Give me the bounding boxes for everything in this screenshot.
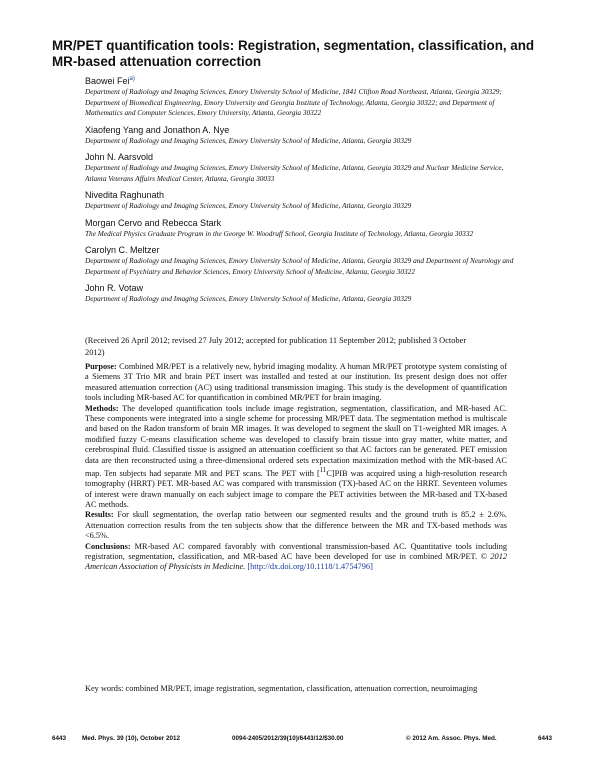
author-affiliation: Department of Radiology and Imaging Sciences, Emory University School of Medicine, Atlanta, Georgia 30329 and Department of Neurology and Department of Psychiatry and Behavior Sciences, Emory University School of Medicine, Atlanta, Georgia 30322 [85, 256, 514, 276]
author-affiliation: Department of Radiology and Imaging Sciences, Emory University School of Medicine, Atlanta, Georgia 30329 [85, 135, 412, 145]
author-block [85, 282, 515, 305]
keywords: Key words: combined MR/PET, image registration, segmentation, classification, attenuation correction, neuroimaging [85, 684, 478, 693]
author-affiliation: Department of Radiology and Imaging Sciences, Emory University School of Medicine, Atlanta, Georgia 30329 [85, 294, 412, 303]
author-name: Morgan Cervo and Rebecca Stark [85, 217, 222, 228]
page-number-left: 6443 [52, 735, 67, 742]
journal-reference: Med. Phys. 39 (10), October 2012 [82, 735, 180, 742]
article-code: 0094-2405/2012/39(10)/6443/12/$30.00 [232, 735, 344, 742]
copyright-notice: © 2012 American Association of Physicists in Medicine. [85, 552, 507, 572]
section-label: Methods: [85, 403, 119, 413]
author-block [85, 151, 515, 184]
author-name: Nivedita Raghunath [85, 190, 165, 200]
author-block [85, 244, 515, 277]
section-label: Conclusions: [85, 541, 131, 551]
footer-copyright: © 2012 Am. Assoc. Phys. Med. [406, 735, 497, 742]
author-affiliation: Department of Radiology and Imaging Sciences, Emory University School of Medicine, Atlanta, Georgia 30329 [85, 201, 412, 210]
author-name: Baowei Fei$^{a)}$ [85, 76, 135, 86]
abstract-purpose: Purpose: Combined MR/PET is a relatively new, hybrid imaging modality. A human MR/PET prototype system consisting of a Siemens 3T Trio MR and brain PET insert was installed and tested at our institution. Its present design does not offer measured attenuation correction (AC) using traditional transmission imaging. This study is the development of quantification tools including MR-based AC for quantification in combined MR/PET for brain imaging. [85, 362, 507, 403]
doi-link[interactable]: [http://dx.doi.org/10.1118/1.4754796] [247, 562, 373, 572]
author-name: Carolyn C. Meltzer [85, 245, 160, 255]
author-affiliation: Department of Radiology and Imaging Sciences, Emory University School of Medicine, 1841 Clifton Road Northeast, Atlanta, Georgia 30329; Department of Biomedical Engineering, Emory University and Georgia Institute of Technology, Atlanta, Georgia 30322; and Department of Mathematics and Computer Sciences, Emory University, Atlanta, Georgia 30322 [85, 87, 502, 117]
footnote-mark[interactable]: a) [129, 76, 135, 82]
page-number-right: 6443 [537, 735, 552, 742]
author-affiliation: The Medical Physics Graduate Program in the George W. Woodruff School, Georgia Institute of Technology, Atlanta, Georgia 30332 [85, 228, 474, 238]
abstract [85, 362, 507, 573]
section-label: Purpose: [85, 362, 117, 371]
received-dates: (Received 26 April 2012; revised 27 July 2012; accepted for publication 11 September 2012; published 3 October 2012) [85, 336, 467, 357]
author-block [85, 217, 515, 240]
author-list [85, 75, 515, 310]
author-name: John N. Aarsvold [85, 152, 154, 162]
author-name: John R. Votaw [85, 283, 144, 293]
author-affiliation: Department of Radiology and Imaging Sciences, Emory University School of Medicine, Atlanta, Georgia 30329 and Nuclear Medicine Service, Atlanta Veterans Affairs Medical Center, Atlanta, Georgia 30033 [85, 163, 504, 183]
author-block [85, 189, 515, 212]
abstract-methods: Methods: The developed quantification tools include image registration, segmentation, classification, and MR-based AC. These components were integrated into a single scheme for processing MR/PET data. The segmentation method is multiscale and based on the Radon transform of brain MR images. It was developed to segment the skull on T1-weighted MR images. A modified fuzzy C-means classification scheme was developed to classify brain tissue into gray matter, white matter, and cerebrospinal fluid. Classified tissue is assigned an attenuation coefficient so that AC factors can be generated. PET emission data are then reconstructed using a three-dimensional ordered sets expectation maximization method with the MR-based AC map. Ten subjects had separate MR and PET scans. The PET with [$^{11}$C]PIB was acquired using a high-resolution research tomography (HRRT) PET. MR-based AC was compared with transmission (TX)-based AC on the HRRT. Seventeen volumes of interest were drawn manually on each subject image to compare the PET activities between the MR-based and TX-based AC methods. [85, 403, 507, 510]
author-block [85, 75, 515, 119]
abstract-results: Results: For skull segmentation, the overlap ratio between our segmented results and the ground truth is 85.2 ± 2.6%. Attenuation correction results from the ten subjects show that the difference between the MR and TX-based methods was <6.5%. [85, 510, 507, 541]
section-label: Results: [85, 510, 114, 520]
author-name: Xiaofeng Yang and Jonathon A. Nye [85, 124, 230, 135]
author-block [85, 124, 515, 147]
paper-title: MR/PET quantification tools: Registration, segmentation, classification, and MR-based attenuation correction [52, 38, 535, 69]
abstract-conclusions: Conclusions: MR-based AC compared favorably with conventional transmission-based AC. Quantitative tools including registration, segmentation, classification, and MR-based AC have been developed for use in combined MR/PET. © 2012 American Association of Physicists in Medicine. [http://dx.doi.org/10.1118/1.4754796] [85, 541, 507, 572]
